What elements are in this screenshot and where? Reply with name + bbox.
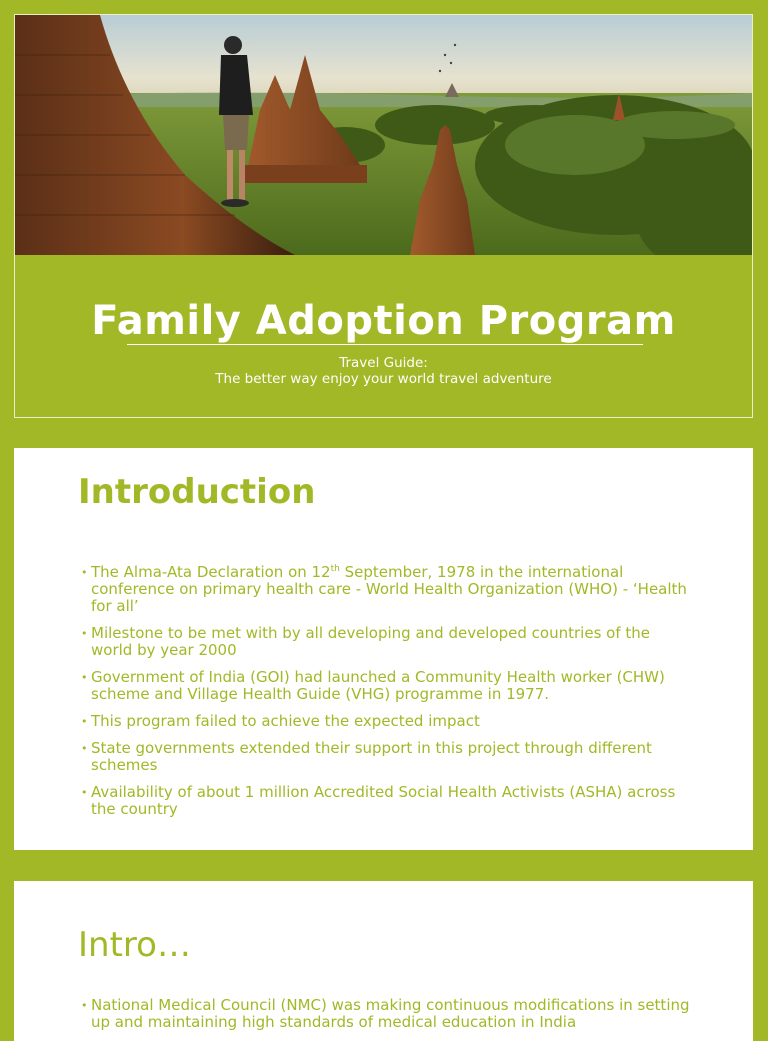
- bullet-text: National Medical Council (NMC) was making continuous modifications in setting up and maintaining high standards of medical education in India: [91, 996, 690, 1031]
- title-slide: [14, 14, 753, 418]
- intro-continued-slide: [14, 881, 753, 1041]
- bullet-text: Milestone to be met with by all developing and developed countries of the world by year 2000: [91, 624, 650, 659]
- bullet-text: State governments extended their support in this project through different schemes: [91, 739, 652, 774]
- bullet-text: Government of India (GOI) had launched a Community Health worker (CHW) scheme and Village Health Guide (VHG) programme in 1977.: [91, 668, 665, 703]
- list-item: [78, 713, 693, 730]
- subtitle: [15, 355, 752, 387]
- title-underline: [127, 344, 643, 345]
- introduction-slide: [14, 448, 753, 850]
- list-item: [78, 669, 693, 703]
- bullet-text-part: The Alma-Ata Declaration on 12: [91, 563, 331, 581]
- list-item: [78, 740, 693, 774]
- slide-heading: Introduction: [78, 472, 316, 512]
- list-item: [78, 564, 693, 615]
- ordinal-suffix: th: [330, 564, 340, 574]
- bullet-dot-icon: •: [81, 742, 88, 755]
- bullet-list: [78, 564, 693, 828]
- bullet-text-part: September, 1978 in the international conference on primary health care - World Health Organization (WHO) - ‘Health for all’: [91, 563, 687, 615]
- subtitle-line-1: Travel Guide:: [339, 355, 428, 371]
- subtitle-line-2: The better way enjoy your world travel adventure: [215, 371, 552, 387]
- bullet-list: [78, 997, 693, 1041]
- bullet-text: This program failed to achieve the expected impact: [91, 712, 480, 730]
- list-item: [78, 784, 693, 818]
- bullet-text: Availability of about 1 million Accredited Social Health Activists (ASHA) across the country: [91, 783, 676, 818]
- list-item: [78, 625, 693, 659]
- bullet-dot-icon: •: [81, 627, 88, 640]
- bullet-dot-icon: •: [81, 999, 88, 1012]
- bullet-dot-icon: •: [81, 566, 88, 579]
- bullet-dot-icon: •: [81, 671, 88, 684]
- hero-image: [15, 15, 752, 255]
- bullet-dot-icon: •: [81, 786, 88, 799]
- presentation-title: Family Adoption Program: [91, 298, 676, 344]
- slide-heading: Intro…: [78, 925, 191, 965]
- list-item: [78, 997, 693, 1031]
- bullet-dot-icon: •: [81, 715, 88, 728]
